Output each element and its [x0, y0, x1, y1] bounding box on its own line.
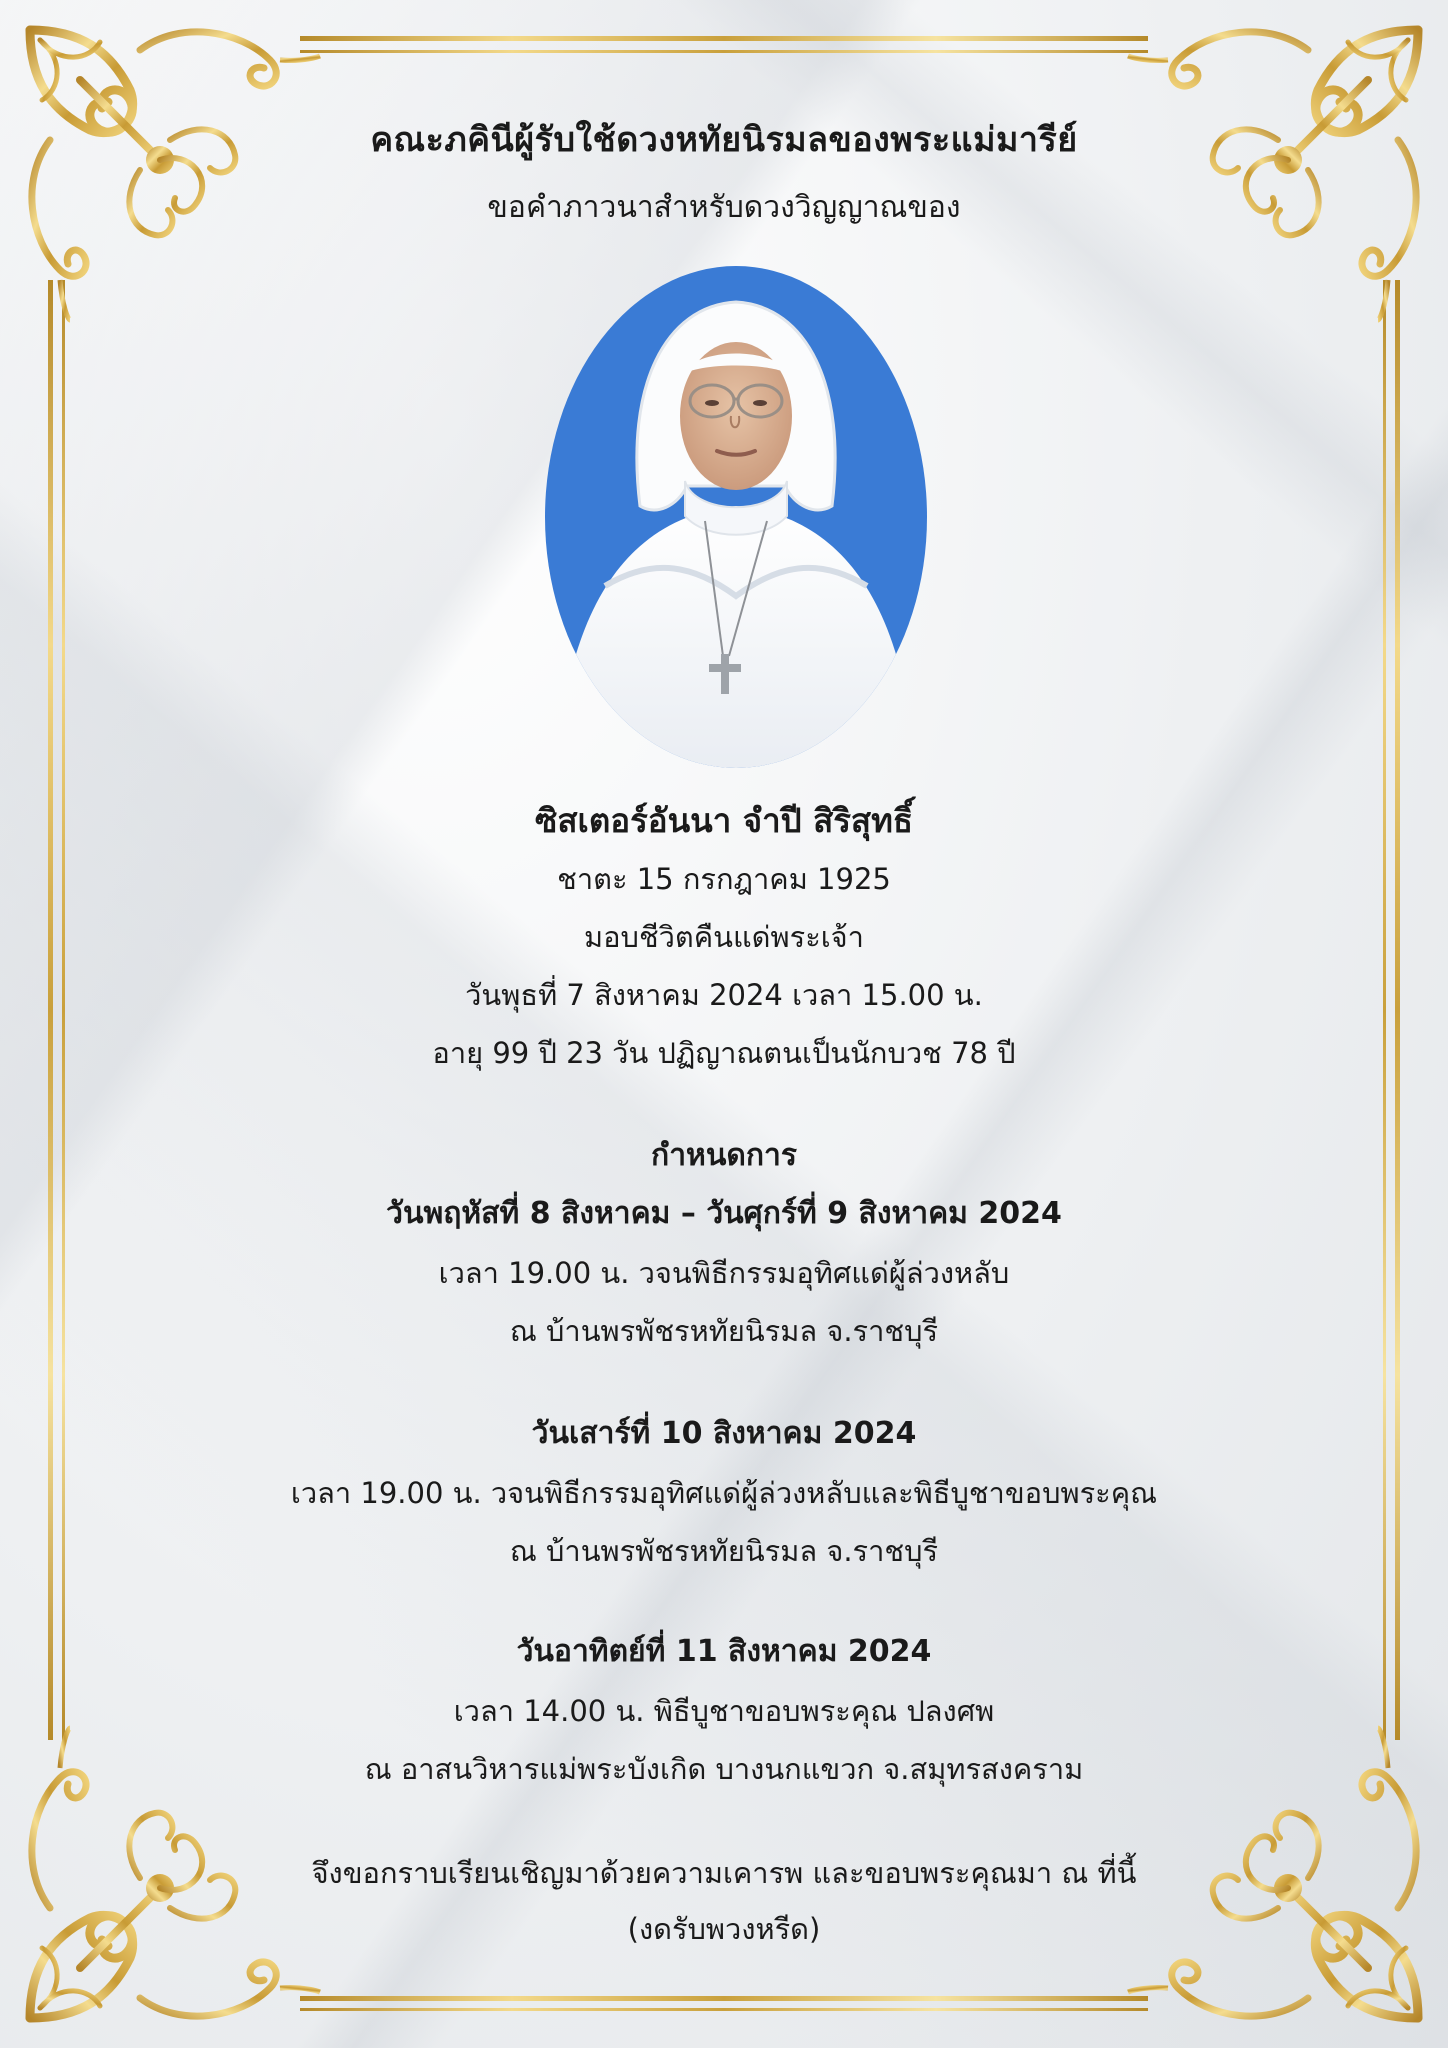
event-place: ณ บ้านพรพัชรหทัยนิรมล จ.ราชบุรี: [509, 1314, 939, 1348]
gold-flourish-icon: [30, 30, 320, 320]
passed-date: วันพุธที่ 7 สิงหาคม 2024 เวลา 15.00 น.: [465, 978, 983, 1012]
event-detail: เวลา 19.00 น. วจนพิธีกรรมอุทิศแด่ผู้ล่วงหลับ: [438, 1256, 1010, 1290]
event-detail: เวลา 14.00 น. พิธีบูชาขอบพระคุณ ปลงศพ: [453, 1694, 995, 1728]
event-place: ณ อาสนวิหารแม่พระบังเกิด บางนกแขวก จ.สมุทรสงคราม: [364, 1752, 1084, 1786]
deceased-name: ซิสเตอร์อันนา จำปี สิริสุทธิ์: [535, 801, 913, 840]
event-date: วันอาทิตย์ที่ 11 สิงหาคม 2024: [516, 1634, 932, 1669]
event-date: วันเสาร์ที่ 10 สิงหาคม 2024: [531, 1416, 917, 1451]
prayer-request: ขอคำภาวนาสำหรับดวงวิญญาณของ: [487, 190, 961, 225]
event-place: ณ บ้านพรพัชรหทัยนิรมล จ.ราชบุรี: [509, 1534, 939, 1568]
passed-label: มอบชีวิตคืนแด่พระเจ้า: [584, 920, 864, 954]
congregation-title: คณะภคินีผู้รับใช้ดวงหทัยนิรมลของพระแม่มารีย์: [370, 120, 1078, 160]
no-wreath-note: (งดรับพวงหรีด): [627, 1912, 821, 1946]
event-date: วันพฤหัสที่ 8 สิงหาคม – วันศุกร์ที่ 9 สิงหาคม 2024: [386, 1196, 1062, 1231]
schedule-heading: กำหนดการ: [651, 1138, 797, 1173]
event-detail: เวลา 19.00 น. วจนพิธีกรรมอุทิศแด่ผู้ล่วงหลับและพิธีบูชาขอบพระคุณ: [290, 1476, 1158, 1510]
invitation-text: จึงขอกราบเรียนเชิญมาด้วยความเคารพ และขอบพระคุณมา ณ ที่นี้: [311, 1856, 1137, 1890]
age-and-vows: อายุ 99 ปี 23 วัน ปฏิญาณตนเป็นนักบวช 78 ปี: [432, 1036, 1016, 1070]
birth-date: ชาตะ 15 กรกฎาคม 1925: [557, 862, 891, 896]
gold-flourish-icon: [1128, 30, 1418, 320]
portrait-photo: [545, 266, 927, 768]
